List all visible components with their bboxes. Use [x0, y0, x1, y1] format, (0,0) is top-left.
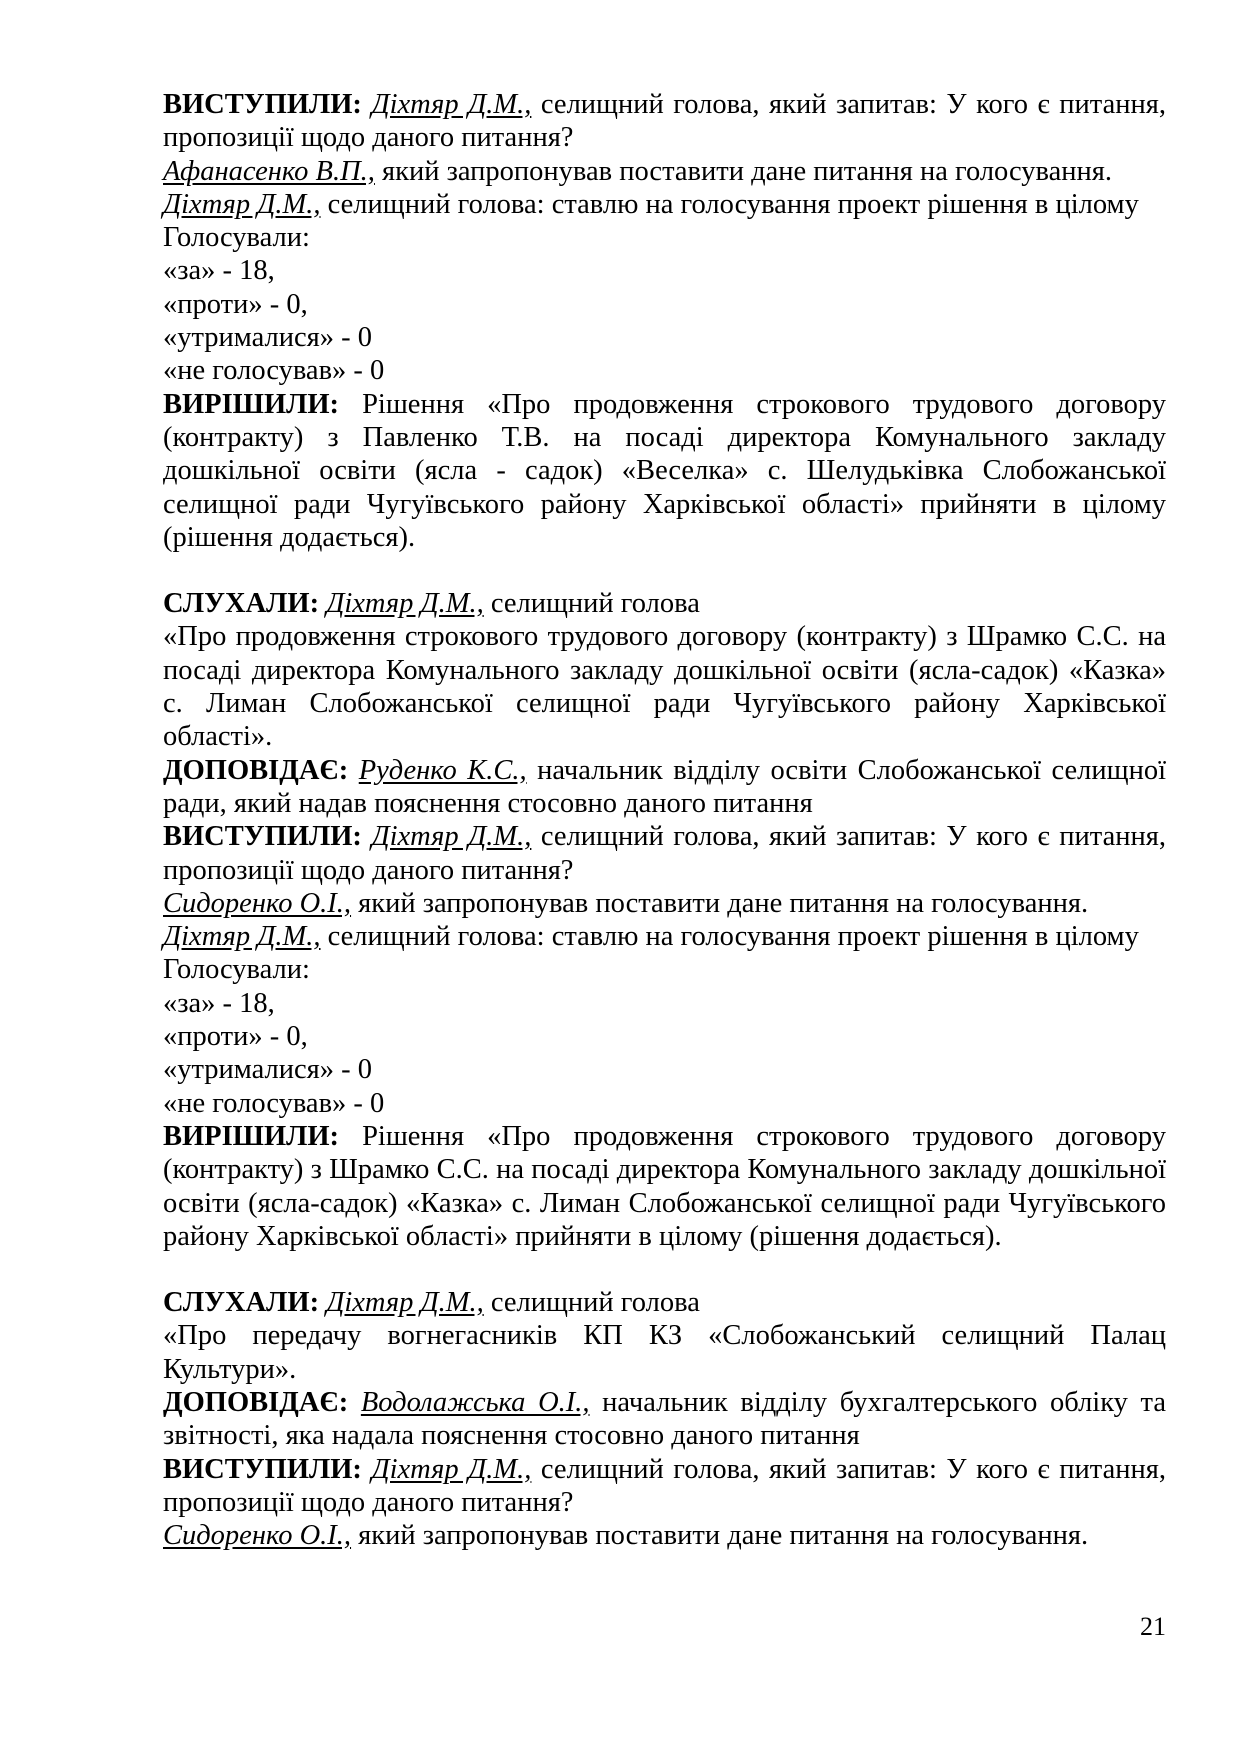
paragraph-text: селищний голова: ставлю на голосування проект рішення в цілому	[320, 921, 1139, 953]
section-label: ДОПОВІДАЄ:	[163, 754, 349, 786]
page-number: 21	[1140, 1612, 1166, 1641]
paragraph	[163, 1519, 1166, 1552]
paragraph	[163, 1020, 1166, 1053]
paragraph	[163, 620, 1166, 753]
paragraph	[163, 1120, 1166, 1253]
speaker-name: Діхтяр Д.М.,	[163, 921, 321, 953]
speaker-name: Діхтяр Д.М.,	[326, 1287, 484, 1319]
speaker-name: Діхтяр Д.М.,	[371, 89, 532, 120]
document-body	[163, 88, 1166, 1552]
paragraph	[163, 1053, 1166, 1086]
paragraph	[163, 88, 1166, 155]
paragraph-text: начальник відділу бухгалтерського обліку та звітності, яка надала пояснення стосовно даного питання	[163, 1386, 1166, 1452]
paragraph	[163, 1286, 1166, 1319]
speaker-name: Водолажська О.І.,	[360, 1386, 590, 1418]
paragraph-text: «не голосував» - 0	[163, 355, 385, 387]
paragraph-text: селищний голова: ставлю на голосування проект рішення в цілому	[320, 188, 1139, 220]
paragraph-text: «не голосував» - 0	[163, 1087, 385, 1119]
paragraph	[163, 1453, 1166, 1520]
paragraph	[163, 887, 1166, 920]
section-label: ВИРІШИЛИ:	[163, 388, 340, 420]
paragraph-text: селищний голова, який запитав: У кого є питання, пропозиції щодо даного питання?	[163, 821, 1167, 886]
paragraph-text: який запропонував поставити дане питання на голосування.	[374, 155, 1112, 187]
speaker-name: Діхтяр Д.М.,	[371, 821, 532, 853]
paragraph-text: який запропонував поставити дане питання на голосування.	[351, 1520, 1089, 1552]
paragraph-text: «за» - 18,	[163, 987, 275, 1019]
speaker-name: Діхтяр Д.М.,	[326, 588, 484, 620]
paragraph-text: «Про передачу вогнегасників КП КЗ «Слобожанський селищний Палац Культури».	[163, 1320, 1166, 1385]
speaker-name: Сидоренко О.І.,	[163, 887, 352, 919]
speaker-name: Сидоренко О.І.,	[163, 1520, 352, 1552]
paragraph	[163, 987, 1166, 1020]
paragraph	[163, 388, 1166, 554]
paragraph-text: начальник відділу освіти Слобожанської селищної ради, який надав пояснення стосовно даного питання	[163, 754, 1167, 819]
paragraph-gap	[163, 554, 1166, 587]
speaker-name: Афанасенко В.П.,	[163, 155, 375, 187]
paragraph-text: Рішення «Про продовження строкового трудового договору (контракту) з Шрамко С.С. на посаді директора Комунального закладу дошкільної освіти (ясла-садок) «Казка» с. Лиман Слобожанської селищної ради Чугуївського району Харківської області» прийняти в цілому (рішення додається).	[163, 1120, 1166, 1252]
section-label: СЛУХАЛИ:	[163, 1287, 320, 1319]
section-label: ДОПОВІДАЄ:	[163, 1386, 349, 1418]
paragraph	[163, 221, 1166, 254]
paragraph	[163, 754, 1166, 821]
paragraph	[163, 1386, 1166, 1453]
paragraph	[163, 1087, 1166, 1120]
speaker-name: Діхтяр Д.М.,	[371, 1453, 532, 1485]
paragraph	[163, 321, 1166, 354]
paragraph	[163, 288, 1166, 321]
paragraph-text: Голосували:	[163, 954, 310, 986]
paragraph-text: який запропонував поставити дане питання на голосування.	[351, 887, 1089, 919]
section-label: ВИРІШИЛИ:	[163, 1120, 340, 1152]
paragraph-text: «утрималися» - 0	[163, 1054, 373, 1086]
paragraph-gap	[163, 1253, 1166, 1286]
paragraph-text: «утрималися» - 0	[163, 322, 373, 354]
paragraph-text: селищний голова	[483, 1287, 700, 1319]
paragraph-text: «проти» - 0,	[163, 288, 308, 320]
paragraph	[163, 155, 1166, 188]
section-label: ВИСТУПИЛИ:	[163, 89, 362, 120]
paragraph-text: «за» - 18,	[163, 255, 275, 287]
section-label: СЛУХАЛИ:	[163, 588, 320, 620]
paragraph	[163, 587, 1166, 620]
section-label: ВИСТУПИЛИ:	[163, 1453, 362, 1485]
paragraph	[163, 254, 1166, 287]
paragraph-text: Голосували:	[163, 222, 310, 254]
paragraph	[163, 820, 1166, 887]
paragraph-text: Рішення «Про продовження строкового трудового договору (контракту) з Павленко Т.В. на посаді директора Комунального закладу дошкільної освіти (ясла - садок) «Веселка» с. Шелудьківка Слобожанської селищної ради Чугуївського району Харківської області» прийняти в цілому (рішення додається).	[163, 388, 1166, 553]
section-label: ВИСТУПИЛИ:	[163, 821, 362, 853]
speaker-name: Діхтяр Д.М.,	[163, 188, 321, 220]
paragraph-text: «Про продовження строкового трудового договору (контракту) з Шрамко С.С. на посаді директора Комунального закладу дошкільної освіти (ясла-садок) «Казка» с. Лиман Слобожанської селищної ради Чугуївського району Харківської області».	[163, 621, 1166, 753]
paragraph	[163, 920, 1166, 953]
speaker-name: Руденко К.С.,	[358, 754, 527, 786]
paragraph	[163, 354, 1166, 387]
paragraph	[163, 188, 1166, 221]
paragraph-text: селищний голова, який запитав: У кого є питання, пропозиції щодо даного питання?	[163, 89, 1167, 154]
paragraph-text: «проти» - 0,	[163, 1021, 308, 1053]
paragraph-text: селищний голова, який запитав: У кого є питання, пропозиції щодо даного питання?	[163, 1453, 1167, 1518]
paragraph	[163, 953, 1166, 986]
paragraph	[163, 1319, 1166, 1386]
paragraph-text: селищний голова	[483, 588, 700, 620]
